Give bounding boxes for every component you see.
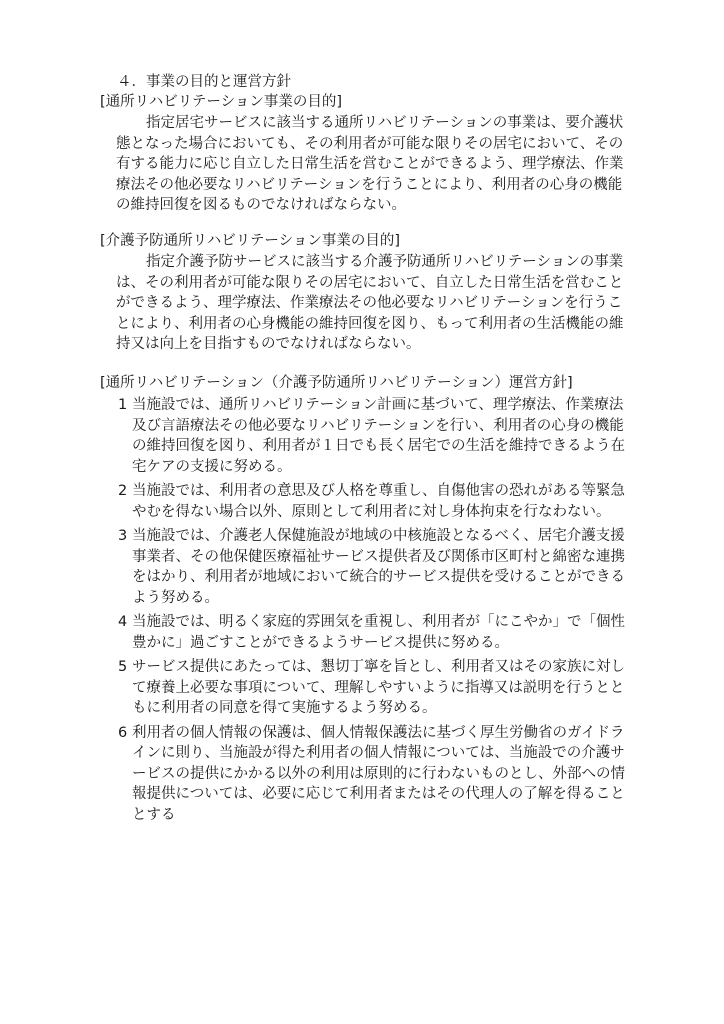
policy-item-number: 1: [118, 397, 128, 413]
preventive-day-rehab-purpose-title: [介護予防通所リハビリテーション事業の目的]: [100, 233, 401, 249]
preventive-day-rehab-purpose-section: [100, 231, 630, 355]
policy-item-text: サービス提供にあたっては、懇切丁寧を旨とし、利用者又はその家族に対して療養上必要な事項について、理解しやすいように指導又は説明を行うとともに利用者の同意を得て実施するよう努める。: [132, 659, 625, 716]
day-rehab-purpose-title: [通所リハビリテーション事業の目的]: [100, 94, 343, 110]
operating-policy-list: [100, 395, 630, 825]
policy-item-number: 4: [118, 614, 128, 630]
policy-item-number: 6: [118, 724, 128, 741]
policy-item-text: 当施設では、通所リハビリテーション計画に基づいて、理学療法、作業療法及び言語療法その他必要なリハビリテーションを行い、利用者の心身の機能の維持回復を図り、利用者が１日でも長く居宅での生活を維持できるよう在宅ケアの支援に努める。: [132, 397, 625, 475]
policy-item-5: [100, 657, 630, 719]
policy-item-6: [100, 723, 630, 826]
policy-item-text: 当施設では、明るく家庭的雰囲気を重視し、利用者が「にこやか」で「個性豊かに」過ごすことができるようサービス提供に努める。: [132, 614, 625, 651]
policy-item-2: [100, 481, 630, 522]
policy-item-1: [100, 395, 630, 477]
policy-item-number: 2: [118, 483, 128, 499]
day-rehab-purpose-body: 指定居宅サービスに該当する通所リハビリテーションの事業は、要介護状態となった場合においても、その利用者が可能な限りその居宅において、その有する能力に応じ自立した日常生活を営むことができるよう、理学療法、作業療法その他必要なリハビリテーションを行うことにより、利用者の心身の機能の維持回復を図るものでなければならない。: [116, 115, 624, 213]
day-rehab-purpose-section: [100, 92, 630, 216]
policy-item-text: 当施設では、利用者の意思及び人格を尊重し、自傷他害の恐れがある等緊急やむを得ない場合以外、原則として利用者に対し身体拘束を行なわない。: [132, 483, 625, 520]
policy-item-3: [100, 526, 630, 608]
operating-policy-title: [通所リハビリテーション（介護予防通所リハビリテーション）運営方針]: [100, 375, 573, 391]
policy-item-number: 5: [118, 659, 128, 675]
preventive-day-rehab-purpose-body: 指定介護予防サービスに該当する介護予防通所リハビリテーションの事業は、その利用者が可能な限りその居宅において、自立した日常生活を営むことができるよう、理学療法、作業療法その他必要なリハビリテーションを行うことにより、利用者の心身機能の維持回復を図り、もって利用者の生活機能の維持又は向上を目指すものでなければならない。: [116, 254, 624, 352]
section-heading: ４．事業の目的と運営方針: [117, 74, 291, 90]
policy-item-number: 3: [118, 528, 128, 544]
policy-item-4: [100, 612, 630, 653]
operating-policy-section: [100, 373, 630, 829]
policy-item-text: 当施設では、介護老人保健施設が地域の中核施設となるべく、居宅介護支援事業者、その他保健医療福祉サービス提供者及び関係市区町村と綿密な連携をはかり、利用者が地域において統合的サービス提供を受けることができるよう努める。: [132, 528, 625, 606]
policy-item-text: 利用者の個人情報の保護は、個人情報保護法に基づく厚生労働省のガイドラインに則り、当施設が得た利用者の個人情報については、当施設での介護サービスの提供にかかる以外の利用は原則的に行わないものとし、外部への情報提供については、必要に応じて利用者またはその代理人の了解を得ることとする: [132, 724, 625, 823]
